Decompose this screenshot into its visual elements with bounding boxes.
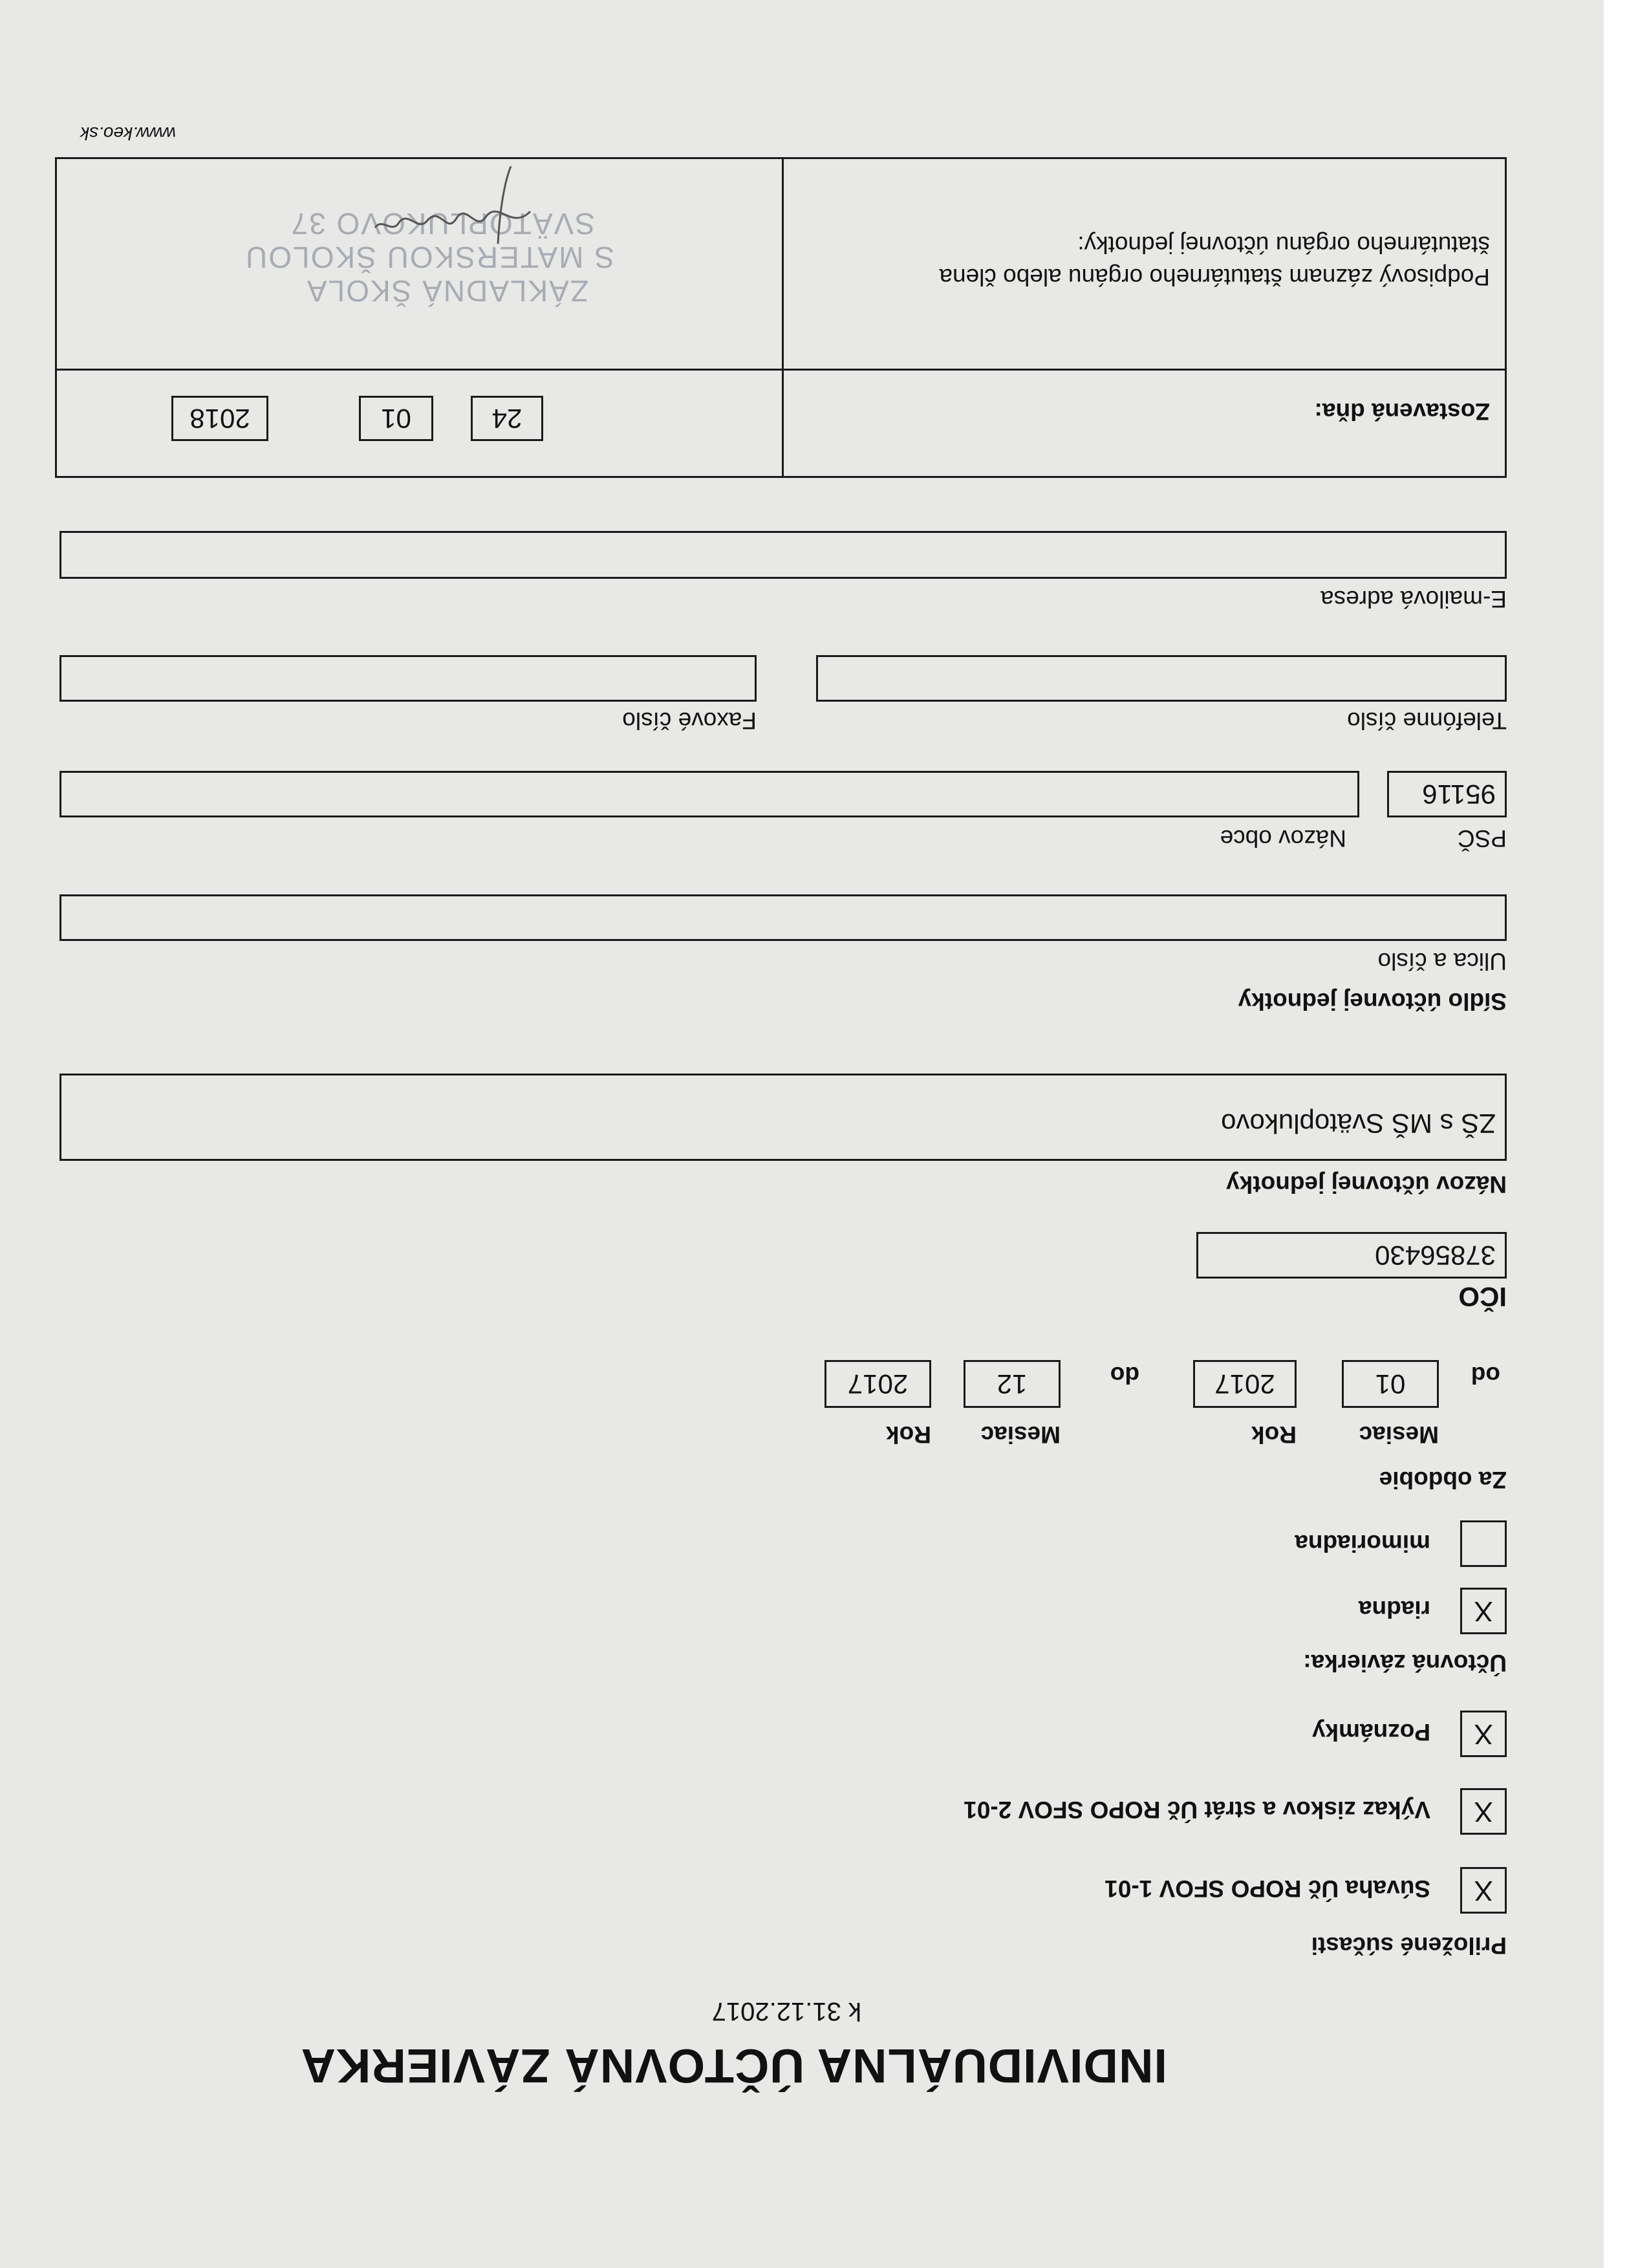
city-field[interactable]: [59, 771, 1359, 817]
compiled-month-value: 01: [381, 404, 411, 434]
attachments-heading: Priložené súčasti: [1311, 1932, 1507, 1959]
email-field[interactable]: [59, 531, 1507, 579]
compiled-year-field[interactable]: [171, 396, 268, 441]
entity-name-value: ZŠ s MŠ Svätoplukovo: [1221, 1108, 1496, 1139]
entity-name-field[interactable]: [59, 1074, 1507, 1161]
footer-table-vertical-divider: [782, 157, 784, 478]
psc-label: PSČ: [1457, 825, 1507, 852]
closing-type-label-regular: riadna: [1358, 1596, 1430, 1623]
address-heading: Sídlo účtovnej jednotky: [1238, 988, 1507, 1015]
phone-label: Telefónne číslo: [1347, 707, 1507, 734]
ico-value: 37856430: [1375, 1240, 1496, 1271]
fax-label: Faxové číslo: [622, 707, 757, 734]
attachment-checkbox-income[interactable]: X: [1460, 1788, 1507, 1835]
period-col-year-2: Rok: [886, 1421, 931, 1448]
period-from-month-value: 01: [1375, 1369, 1406, 1399]
page-title: INDIVIDUÁLNA ÚČTOVNÁ ZÁVIERKA: [300, 2039, 1167, 2093]
period-to-label: do: [1110, 1362, 1139, 1388]
attachment-checkbox-notes[interactable]: X: [1460, 1711, 1507, 1757]
website-footer: www.keo.sk: [80, 124, 176, 144]
street-label: Ulica a číslo: [1377, 948, 1507, 975]
footer-table-horizontal-divider: [55, 369, 1507, 371]
closing-type-label-extraordinary: mimoriadna: [1295, 1530, 1430, 1557]
stamp-line-2: S MATERSKOU ŠKOLOU: [244, 241, 614, 274]
signature-label-line-2: štatutárneho orgánu účtovnej jednotky:: [1077, 232, 1490, 258]
email-label: E-mailová adresa: [1320, 586, 1507, 612]
signature-label-line-1: Podpisový záznam štatutárneho orgánu alebo člena: [939, 264, 1490, 290]
phone-field[interactable]: [816, 655, 1507, 702]
compiled-year-value: 2018: [189, 404, 250, 434]
page-subtitle: k 31.12.2017: [711, 1997, 861, 2025]
period-from-label: od: [1471, 1362, 1500, 1388]
street-field[interactable]: [59, 894, 1507, 941]
attachment-label-income: Výkaz ziskov a strát Úč ROPO SFOV 2-01: [964, 1797, 1430, 1823]
period-to-year-field[interactable]: [824, 1360, 931, 1408]
closing-type-checkbox-regular[interactable]: X: [1460, 1588, 1507, 1634]
psc-field[interactable]: [1387, 771, 1507, 817]
stamp-line-1: ZÁKLADNÁ ŠKOLA: [305, 274, 588, 308]
period-from-year-value: 2017: [1214, 1369, 1275, 1399]
entity-name-label: Názov účtovnej jednotky: [1226, 1171, 1507, 1198]
attachment-label-balance: Súvaha Úč ROPO SFOV 1-01: [1105, 1875, 1430, 1902]
ico-field[interactable]: [1196, 1232, 1507, 1279]
period-to-month-field[interactable]: [964, 1360, 1061, 1408]
compiled-day-field[interactable]: [471, 396, 543, 441]
attachment-label-notes: Poznámky: [1311, 1719, 1430, 1745]
stamp-line-3: SVÄTOPLUKOVO 37: [290, 207, 595, 241]
compiled-date-label: Zostavená dňa:: [1314, 398, 1490, 425]
city-label: Názov obce: [1220, 825, 1346, 852]
period-from-month-field[interactable]: [1342, 1360, 1439, 1408]
compiled-month-field[interactable]: [359, 396, 433, 441]
ico-label: IČO: [1458, 1282, 1507, 1312]
period-col-year: Rok: [1251, 1421, 1297, 1448]
attachment-checkbox-balance[interactable]: X: [1460, 1867, 1507, 1914]
closing-type-heading: Účtovná závierka:: [1303, 1650, 1507, 1676]
closing-type-checkbox-extraordinary[interactable]: [1460, 1520, 1507, 1567]
period-col-month-2: Mesiac: [980, 1421, 1061, 1448]
psc-value: 95116: [1422, 779, 1496, 810]
compiled-day-value: 24: [491, 404, 523, 434]
handwritten-signature: [343, 160, 537, 257]
period-to-month-value: 12: [997, 1369, 1028, 1399]
fax-field[interactable]: [59, 655, 757, 702]
period-col-month: Mesiac: [1359, 1421, 1439, 1448]
period-from-year-field[interactable]: [1193, 1360, 1297, 1408]
period-to-year-value: 2017: [847, 1369, 909, 1399]
period-heading: Za obdobie: [1379, 1467, 1507, 1493]
footer-table: [55, 157, 1507, 478]
